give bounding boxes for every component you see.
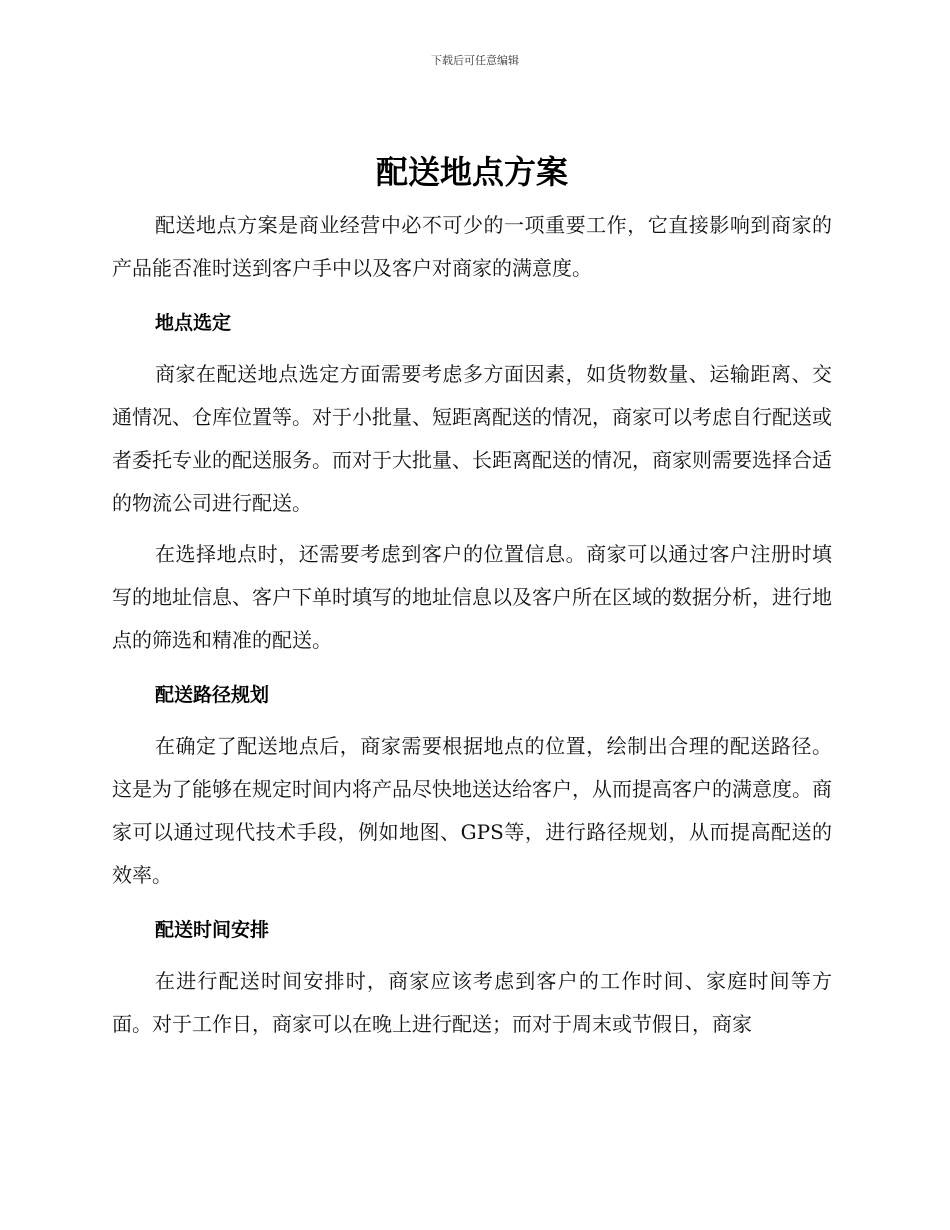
intro-paragraph: 配送地点方案是商业经营中必不可少的一项重要工作，它直接影响到商家的产品能否准时送到客户手中以及客户对商家的满意度。 [112, 213, 832, 280]
section-paragraph: 在确定了配送地点后，商家需要根据地点的位置，绘制出合理的配送路径。这是为了能够在规定时间内将产品尽快地送达给客户，从而提高客户的满意度。商家可以通过现代技术手段，例如地图、GPS等，进行路径规划，从而提高配送的效率。 [112, 734, 832, 887]
section-heading-route-planning: 配送路径规划 [155, 684, 270, 706]
section-paragraph: 商家在配送地点选定方面需要考虑多方面因素，如货物数量、运输距离、交通情况、仓库位置等。对于小批量、短距离配送的情况，商家可以考虑自行配送或者委托专业的配送服务。而对于大批量、长距离配送的情况，商家则需要选择合适的物流公司进行配送。 [112, 362, 832, 515]
section-heading-delivery-schedule: 配送时间安排 [155, 919, 270, 941]
section-paragraph: 在选择地点时，还需要考虑到客户的位置信息。商家可以通过客户注册时填写的地址信息、客户下单时填写的地址信息以及客户所在区域的数据分析，进行地点的筛选和精准的配送。 [112, 542, 832, 652]
document-body [112, 148, 832, 1046]
section-heading-location-selection: 地点选定 [155, 312, 232, 334]
section-paragraph: 在进行配送时间安排时，商家应该考虑到客户的工作时间、家庭时间等方面。对于工作日，商家可以在晚上进行配送；而对于周末或节假日，商家 [112, 969, 832, 1036]
header-note: 下载后可任意编辑 [431, 54, 519, 67]
document-title: 配送地点方案 [375, 153, 568, 191]
